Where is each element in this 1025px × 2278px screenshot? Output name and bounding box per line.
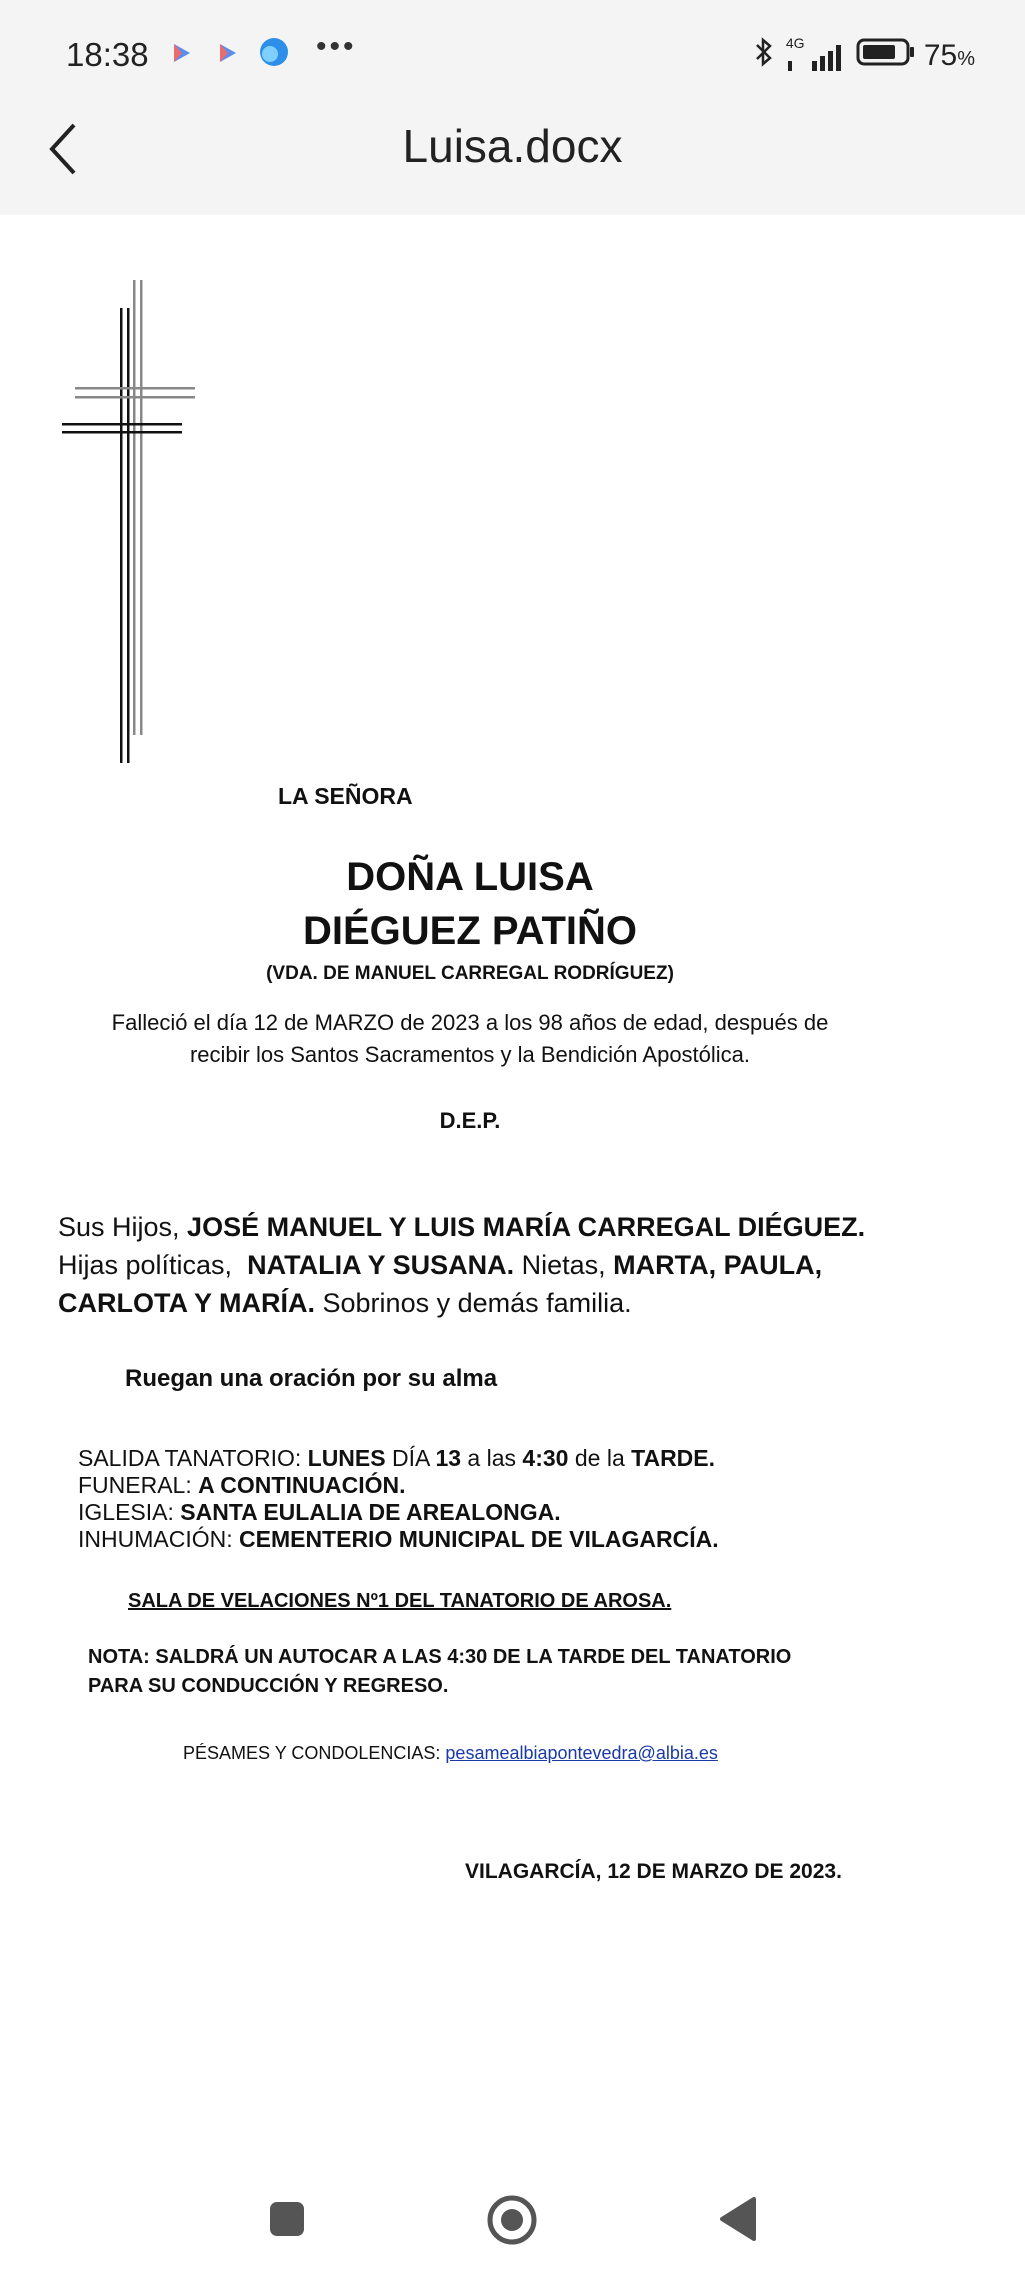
schedule-block [78, 1445, 719, 1553]
death-notice-line1: Falleció el día 12 de MARZO de 2023 a los 98 años de edad, después de [111, 1010, 829, 1035]
status-bar [0, 0, 1025, 85]
app-bar [0, 85, 1025, 215]
family-text-1: Sus Hijos, [58, 1212, 188, 1242]
family-text-2: Hijas políticas, [58, 1250, 240, 1280]
play-store-icon-2 [218, 42, 238, 69]
bus-note-line2: PARA SU CONDUCCIÓN Y REGRESO. [88, 1675, 449, 1697]
family-granddaughters: MARTA, PAULA, CARLOTA Y MARÍA. [58, 1250, 823, 1318]
condolences-label: PÉSAMES Y CONDOLENCIAS: [183, 1743, 446, 1763]
browser-icon [258, 36, 290, 73]
bus-note [88, 1643, 791, 1701]
navigation-bar [0, 2150, 1025, 2278]
deceased-name-line1: DOÑA LUISA [346, 855, 594, 899]
condolences [183, 1743, 718, 1764]
recents-button-icon[interactable] [268, 2200, 306, 2243]
schedule-salida: SALIDA TANATORIO: LUNES DÍA 13 a las 4:30 de la TARDE. [78, 1445, 716, 1471]
document-page [0, 215, 1025, 2145]
salutation: LA SEÑORA [278, 783, 413, 809]
rip: D.E.P. [439, 1108, 501, 1133]
status-right [754, 36, 975, 76]
family-paragraph [58, 1208, 938, 1322]
condolences-email-link[interactable]: pesamealbiapontevedra@albia.es [445, 1743, 718, 1763]
family-daughters-in-law: NATALIA Y SUSANA. [247, 1250, 515, 1280]
network-type: 4G [785, 35, 805, 51]
widow-of: (VDA. DE MANUEL CARREGAL RODRÍGUEZ) [266, 963, 674, 984]
status-time: 18:38 [66, 36, 149, 73]
more-notifications-icon: ••• [316, 30, 357, 63]
family-text-3: Nietas, [514, 1250, 614, 1280]
document-title: Luisa.docx [402, 120, 623, 172]
battery-percent: 75% [923, 39, 975, 72]
bluetooth-icon [754, 36, 774, 76]
schedule-iglesia: IGLESIA: SANTA EULALIA DE AREALONGA. [78, 1499, 561, 1525]
cross-icon [60, 280, 200, 775]
wake-room: SALA DE VELACIONES Nº1 DEL TANATORIO DE AROSA. [128, 1590, 672, 1612]
schedule-funeral: FUNERAL: A CONTINUACIÓN. [78, 1472, 406, 1498]
back-button-icon[interactable] [718, 2196, 758, 2247]
signal-icon [782, 35, 848, 73]
play-store-icon [172, 42, 192, 69]
prayer-request: Ruegan una oración por su alma [125, 1365, 498, 1392]
home-button-icon[interactable] [486, 2194, 538, 2251]
deceased-name-line2: DIÉGUEZ PATIÑO [302, 909, 638, 953]
battery-icon [856, 37, 916, 75]
place-date: VILAGARCÍA, 12 DE MARZO DE 2023. [465, 1860, 842, 1883]
family-sons: JOSÉ MANUEL Y LUIS MARÍA CARREGAL DIÉGUEZ. [187, 1212, 866, 1242]
bus-note-line1: NOTA: SALDRÁ UN AUTOCAR A LAS 4:30 DE LA TARDE DEL TANATORIO [88, 1646, 792, 1668]
family-text-4: Sobrinos y demás familia. [315, 1288, 632, 1318]
schedule-inhumacion: INHUMACIÓN: CEMENTERIO MUNICIPAL DE VILAGARCÍA. [78, 1526, 719, 1552]
death-notice-line2: recibir los Santos Sacramentos y la Bendición Apostólica. [189, 1042, 751, 1067]
